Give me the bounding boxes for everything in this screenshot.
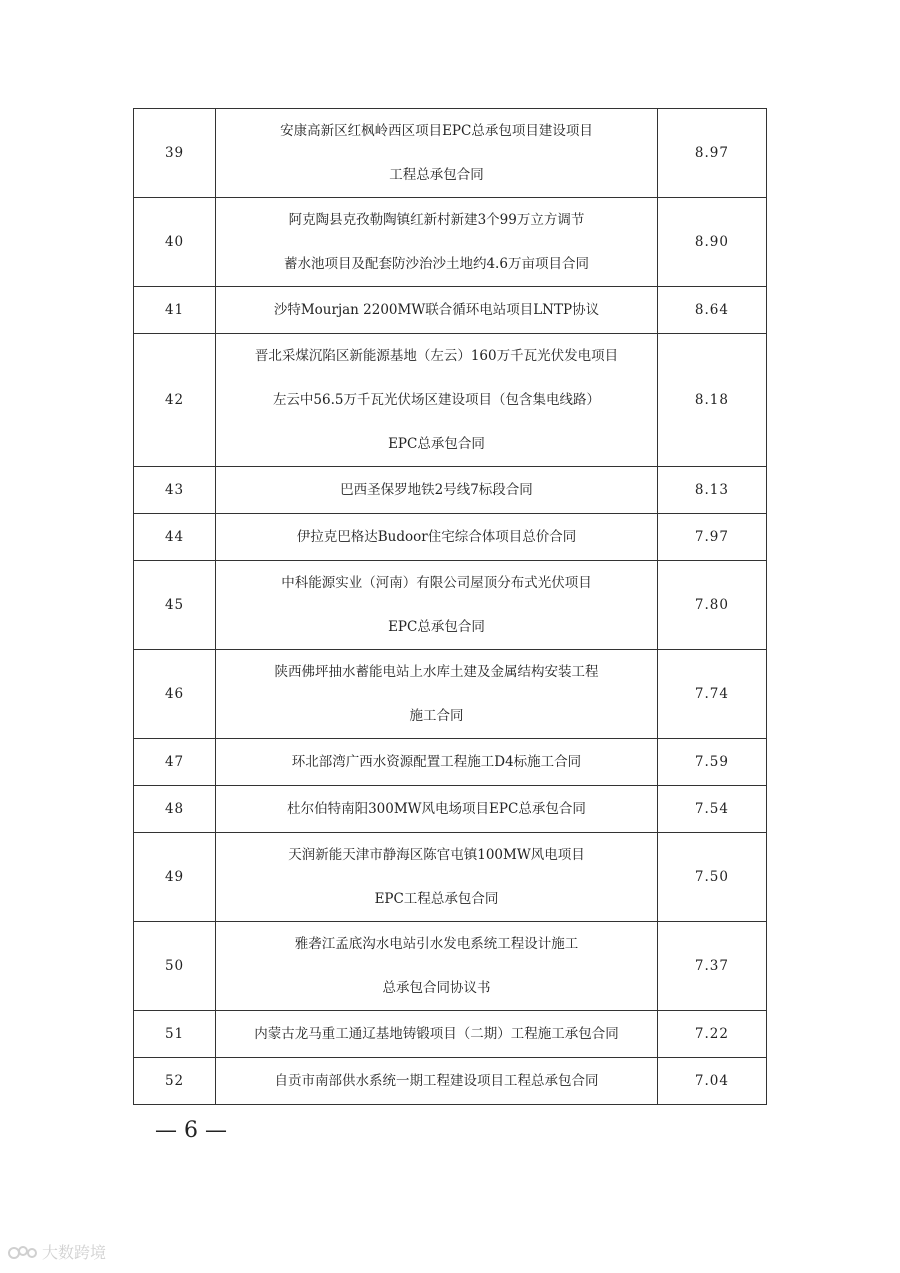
row-number: 43 bbox=[134, 467, 216, 514]
contract-amount: 8.64 bbox=[657, 287, 766, 334]
table-row bbox=[134, 833, 767, 922]
table-row bbox=[134, 1058, 767, 1105]
contract-name: 安康高新区红枫岭西区项目EPC总承包项目建设项目 工程总承包合同 bbox=[216, 109, 658, 198]
page-number: — 6 — bbox=[155, 1118, 227, 1143]
contract-name: 自贡市南部供水系统一期工程建设项目工程总承包合同 bbox=[216, 1058, 658, 1105]
row-number: 39 bbox=[134, 109, 216, 198]
row-number: 46 bbox=[134, 650, 216, 739]
table-row bbox=[134, 922, 767, 1011]
contract-amount: 7.97 bbox=[657, 514, 766, 561]
contract-name: 巴西圣保罗地铁2号线7标段合同 bbox=[216, 467, 658, 514]
contract-name: 环北部湾广西水资源配置工程施工D4标施工合同 bbox=[216, 739, 658, 786]
row-number: 47 bbox=[134, 739, 216, 786]
contract-amount: 8.13 bbox=[657, 467, 766, 514]
contract-amount: 7.04 bbox=[657, 1058, 766, 1105]
table-row bbox=[134, 786, 767, 833]
row-number: 42 bbox=[134, 334, 216, 467]
contract-name: 伊拉克巴格达Budoor住宅综合体项目总价合同 bbox=[216, 514, 658, 561]
table-row bbox=[134, 1011, 767, 1058]
row-number: 50 bbox=[134, 922, 216, 1011]
watermark-text: 大数跨境 bbox=[42, 1243, 107, 1262]
contract-amount: 7.59 bbox=[657, 739, 766, 786]
contract-amount: 8.18 bbox=[657, 334, 766, 467]
row-number: 48 bbox=[134, 786, 216, 833]
row-number: 41 bbox=[134, 287, 216, 334]
contract-amount: 7.74 bbox=[657, 650, 766, 739]
contract-name: 阿克陶县克孜勒陶镇红新村新建3个99万立方调节 蓄水池项目及配套防沙治沙土地约4.6万亩项目合同 bbox=[216, 198, 658, 287]
row-number: 45 bbox=[134, 561, 216, 650]
contract-amount: 7.22 bbox=[657, 1011, 766, 1058]
table-row bbox=[134, 287, 767, 334]
table-row bbox=[134, 514, 767, 561]
contract-amount: 7.37 bbox=[657, 922, 766, 1011]
row-number: 52 bbox=[134, 1058, 216, 1105]
watermark-logo-icon bbox=[8, 1243, 38, 1261]
table-row bbox=[134, 334, 767, 467]
contract-name: 晋北采煤沉陷区新能源基地（左云）160万千瓦光伏发电项目 左云中56.5万千瓦光伏场区建设项目（包含集电线路） EPC总承包合同 bbox=[216, 334, 658, 467]
table-row bbox=[134, 650, 767, 739]
table-row bbox=[134, 561, 767, 650]
watermark bbox=[8, 1240, 106, 1263]
contract-amount: 8.90 bbox=[657, 198, 766, 287]
table-row bbox=[134, 467, 767, 514]
contract-amount: 7.80 bbox=[657, 561, 766, 650]
contract-name: 内蒙古龙马重工通辽基地铸锻项目（二期）工程施工承包合同 bbox=[216, 1011, 658, 1058]
row-number: 44 bbox=[134, 514, 216, 561]
row-number: 51 bbox=[134, 1011, 216, 1058]
table-row bbox=[134, 739, 767, 786]
contract-amount: 7.54 bbox=[657, 786, 766, 833]
contract-name: 杜尔伯特南阳300MW风电场项目EPC总承包合同 bbox=[216, 786, 658, 833]
row-number: 49 bbox=[134, 833, 216, 922]
contract-name: 雅砻江孟底沟水电站引水发电系统工程设计施工 总承包合同协议书 bbox=[216, 922, 658, 1011]
row-number: 40 bbox=[134, 198, 216, 287]
contract-amount: 8.97 bbox=[657, 109, 766, 198]
contract-name: 中科能源实业（河南）有限公司屋顶分布式光伏项目 EPC总承包合同 bbox=[216, 561, 658, 650]
table-row bbox=[134, 198, 767, 287]
contract-name: 沙特Mourjan 2200MW联合循环电站项目LNTP协议 bbox=[216, 287, 658, 334]
table-row bbox=[134, 109, 767, 198]
contract-name: 陕西佛坪抽水蓄能电站上水库土建及金属结构安装工程 施工合同 bbox=[216, 650, 658, 739]
contract-amount: 7.50 bbox=[657, 833, 766, 922]
contracts-table bbox=[133, 108, 767, 1105]
contract-name: 天润新能天津市静海区陈官屯镇100MW风电项目 EPC工程总承包合同 bbox=[216, 833, 658, 922]
